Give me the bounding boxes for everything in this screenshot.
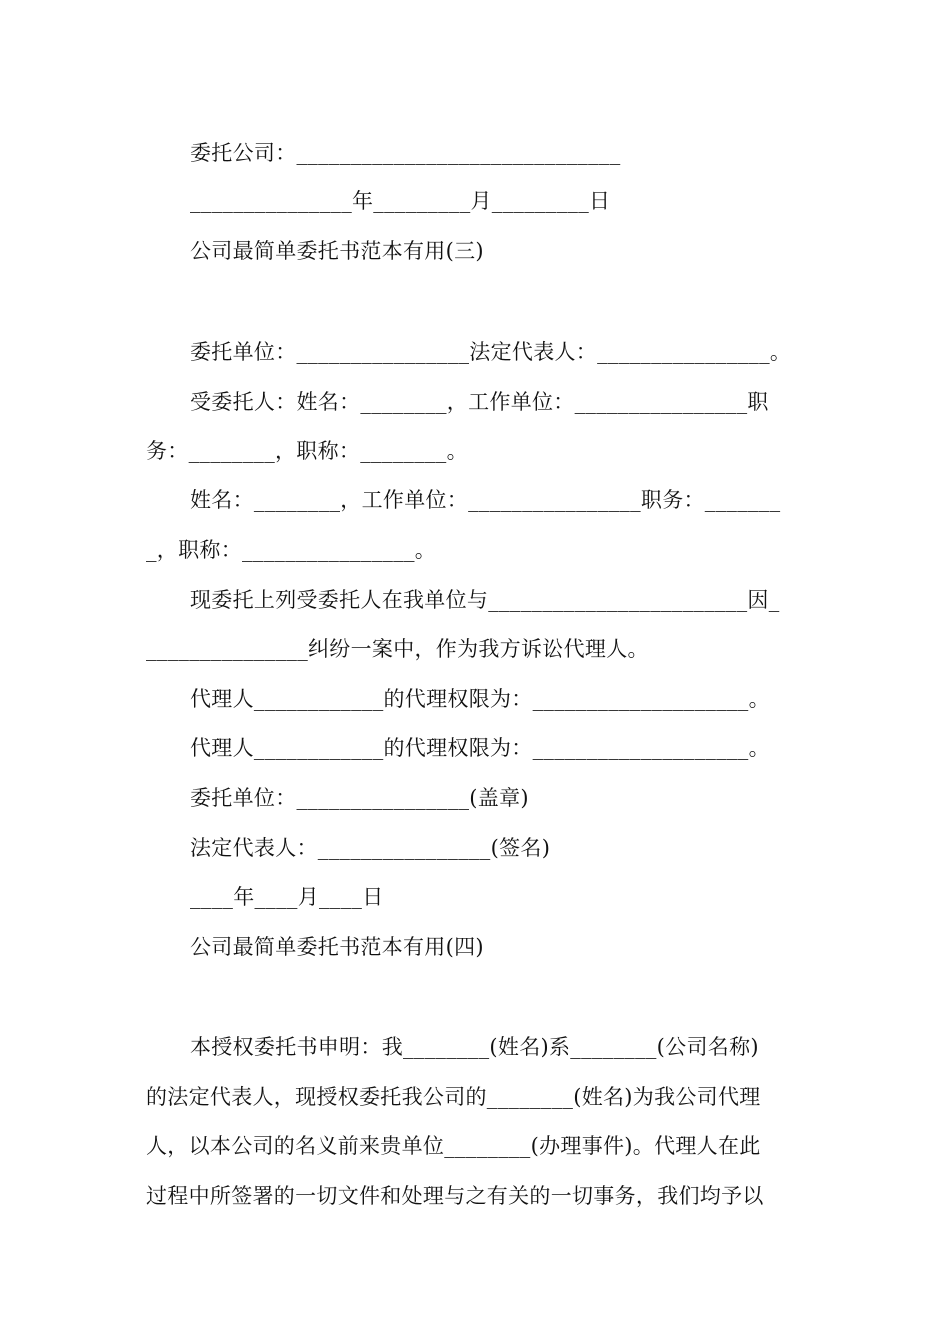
- text-line: 委托单位：________________法定代表人：________________。: [190, 340, 792, 364]
- text-line: _______________年_________月_________日: [190, 189, 611, 213]
- text-line: 人，以本公司的名义前来贵单位________(办理事件)。代理人在此: [146, 1134, 761, 1158]
- text-line: 过程中所签署的一切文件和处理与之有关的一切事务，我们均予以: [146, 1184, 764, 1208]
- section-heading: 公司最简单委托书范本有用(三): [190, 239, 484, 263]
- text-line: _，职称：________________。: [146, 538, 437, 562]
- text-line: 务：________，职称：________。: [146, 439, 468, 463]
- text-line: 委托单位：________________(盖章): [190, 786, 529, 810]
- text-line: 代理人____________的代理权限为：____________________。: [190, 736, 770, 760]
- text-line: 法定代表人：________________(签名): [190, 836, 551, 860]
- text-line: ____年____月____日: [190, 885, 384, 909]
- text-line: 的法定代表人，现授权委托我公司的________(姓名)为我公司代理: [146, 1085, 761, 1109]
- text-line: 姓名：________，工作单位：________________职务：_______: [190, 488, 781, 512]
- text-line: 本授权委托书申明：我________(姓名)系________(公司名称): [190, 1035, 759, 1059]
- text-line: 现委托上列受委托人在我单位与________________________因_: [190, 588, 780, 612]
- text-line: _______________纠纷一案中，作为我方诉讼代理人。: [146, 637, 649, 661]
- section-heading: 公司最简单委托书范本有用(四): [190, 935, 484, 959]
- text-line: 受委托人：姓名：________，工作单位：________________职: [190, 390, 769, 414]
- text-line: 委托公司：______________________________: [190, 141, 621, 165]
- text-line: 代理人____________的代理权限为：____________________。: [190, 687, 770, 711]
